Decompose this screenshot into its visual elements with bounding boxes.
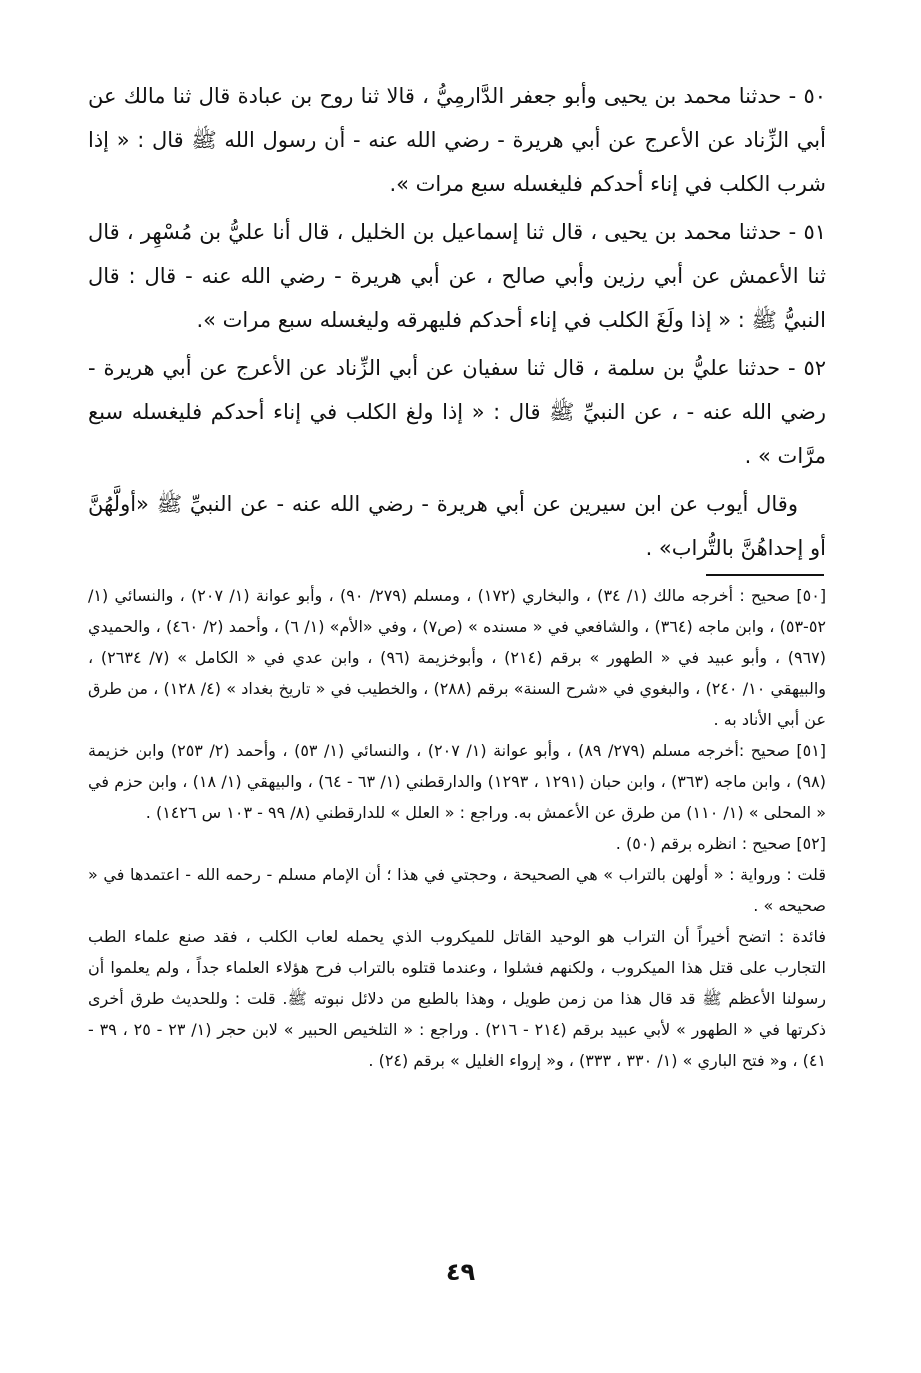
hadith-52-addition: وقال أيوب عن ابن سيرين عن أبي هريرة - رضي الله عنه - عن النبيِّ ﷺ «أولَّهُنَّ أو إحداهُنَّ بالتُّراب» . — [88, 492, 826, 560]
footnote-52: [٥٢] صحيح : انظره برقم (٥٠) . — [615, 834, 826, 853]
footnote-50: [٥٠] صحيح : أخرجه مالك (١/ ٣٤) ، والبخاري (١٧٢) ، ومسلم (٢٧٩/ ٩٠) ، وأبو عوانة (١/ ٢٠٧) ، والنسائي (١/ ٥٢-٥٣) ، وابن ماجه (٣٦٤) ، والشافعي في « مسنده » (ص٧) ، وفي «الأم» (١/ ٦) ، وأحمد (٢/ ٤٦٠) ، والحميدي (٩٦٧) ، وأبو عبيد في « الطهور » برقم (٢١٤) ، وأبوخزيمة (٩٦) ، وابن عدي في « الكامل » (٧/ ٢٦٣٤) ، والبيهقي ١٠/ ٢٤٠) ، والبغوي في «شرح السنة» برقم (٢٨٨) ، والخطيب في « تاريخ بغداد » (٤/ ١٢٨) ، من طرق عن أبي الأناد به . — [88, 586, 827, 729]
author-remark: قلت : ورواية : « أولهن بالتراب » هي الصحيحة ، وحجتي في هذا ؛ أن الإمام مسلم - رحمه الله - اعتمدها في « صحيحه » . — [88, 865, 826, 915]
footnote-51: [٥١] صحيح :أخرجه مسلم (٢٧٩/ ٨٩) ، وأبو عوانة (١/ ٢٠٧) ، والنسائي (١/ ٥٣) ، وأحمد (٢/ ٢٥٣) وابن خزيمة (٩٨) ، وابن ماجه (٣٦٣) ، وابن حبان (١٢٩١ ، ١٢٩٣) والدارقطني (١/ ٦٣ - ٦٤) ، والبيهقي (١/ ١٨) ، وابن حزم في « المحلى » (١/ ١١٠) من طرق عن الأعمش به. وراجع : « العلل » للدارقطني (٨/ ٩٩ - ١٠٣ س ١٤٢٦) . — [88, 741, 827, 822]
page-number: ٤٩ — [445, 1258, 476, 1286]
hadith-52: ٥٢ - حدثنا عليُّ بن سلمة ، قال ثنا سفيان عن أبي الزِّناد عن الأعرج عن أبي هريرة - رضي الله عنه - ، عن النبيِّ ﷺ قال : « إذا ولغ الكلب في إناء أحدكم فليغسله سبع مرَّات » . — [88, 356, 826, 468]
benefit-note: فائدة : اتضح أخيراً أن التراب هو الوحيد القاتل للميكروب الذي يحمله لعاب الكلب ، فقد صنع علماء الطب التجارب على قتل هذا الميكروب ، ولكنهم فشلوا ، وعندما قتلوه بالتراب فرح هؤلاء العلماء جداً ، ولم يعلموا أن رسولنا الأعظم ﷺ قد قال هذا من زمن طويل ، وهذا بالطبع من دلائل نبوته ﷺ. قلت : وللحديث طرق أخرى ذكرتها في « الطهور » لأبي عبيد برقم (٢١٤ - ٢١٦) . وراجع : « التلخيص الحبير » لابن حجر (١/ ٢٣ - ٢٥ ، ٣٩ - ٤١) ، و« فتح الباري » (١/ ٣٣٠ ، ٣٣٣) ، و« إرواء الغليل » برقم (٢٤) . — [88, 927, 826, 1070]
footnote-divider — [706, 574, 824, 576]
hadith-50: ٥٠ - حدثنا محمد بن يحيى وأبو جعفر الدَّارمِيُّ ، قالا ثنا روح بن عبادة قال ثنا مالك عن أبي الزِّناد عن الأعرج عن أبي هريرة - رضي الله عنه - أن رسول الله ﷺ قال : « إذا شرب الكلب في إناء أحدكم فليغسله سبع مرات ». — [88, 84, 826, 196]
hadith-51: ٥١ - حدثنا محمد بن يحيى ، قال ثنا إسماعيل بن الخليل ، قال أنا عليُّ بن مُسْهِر ، قال ثنا الأعمش عن أبي رزين وأبي صالح ، عن أبي هريرة - رضي الله عنه - قال : قال النبيُّ ﷺ : « إذا ولَغَ الكلب في إناء أحدكم فليهرقه وليغسله سبع مرات ». — [88, 220, 826, 332]
footnotes-section — [88, 580, 826, 1076]
hadith-section — [88, 74, 826, 574]
